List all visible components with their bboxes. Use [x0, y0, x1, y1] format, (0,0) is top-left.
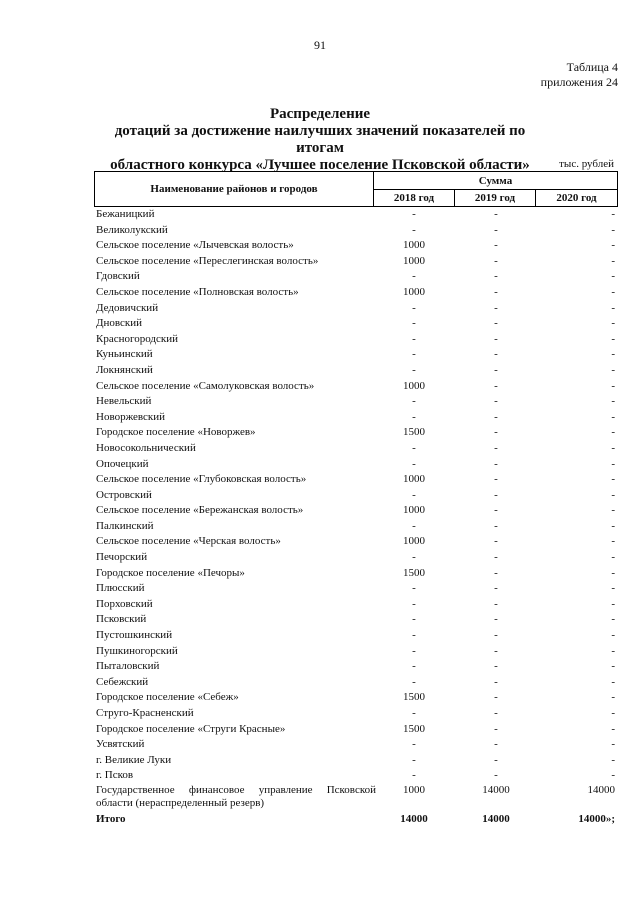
value-2018: -	[412, 410, 416, 423]
value-2020: -	[611, 254, 615, 267]
table-row	[94, 737, 618, 753]
value-2019: -	[494, 332, 498, 345]
value-2018: 1000	[403, 254, 425, 267]
row-name: Сельское поселение «Глубоковская волость»	[96, 473, 307, 486]
header-2018: 2018 год	[373, 189, 455, 207]
table-header	[94, 171, 618, 207]
table-row	[94, 534, 618, 550]
row-name: Дедовичский	[96, 301, 159, 314]
value-2018: 1500	[403, 426, 425, 439]
value-2018: -	[412, 738, 416, 751]
value-2020: -	[611, 551, 615, 564]
value-2019: -	[494, 613, 498, 626]
table-row	[94, 597, 618, 613]
table-caption	[541, 60, 618, 90]
header-2020: 2020 год	[535, 189, 618, 207]
table-row	[94, 488, 618, 504]
value-2018: 1000	[403, 473, 425, 486]
table-row	[94, 675, 618, 691]
table-row	[94, 784, 618, 812]
value-2020: -	[611, 582, 615, 595]
value-2019: -	[494, 535, 498, 548]
units-label: тыс. рублей	[559, 158, 614, 170]
row-name: Итого	[96, 812, 126, 825]
value-2018: -	[412, 363, 416, 376]
value-2020: -	[611, 488, 615, 501]
value-2018: -	[412, 208, 416, 220]
row-name: Сельское поселение «Бережанская волость»	[96, 504, 304, 517]
row-name: Сельское поселение «Самолуковская волость»	[96, 379, 315, 392]
value-2020: -	[611, 597, 615, 610]
table-row	[94, 519, 618, 535]
row-name: Новосокольнический	[96, 441, 196, 454]
value-2018: 1000	[403, 783, 425, 796]
value-2018: -	[412, 441, 416, 454]
row-name: Сельское поселение «Черская волость»	[96, 535, 281, 548]
value-2018: -	[412, 769, 416, 782]
value-2018: -	[412, 582, 416, 595]
value-2020: -	[611, 426, 615, 439]
value-2018: -	[412, 597, 416, 610]
row-name: Пустошкинский	[96, 629, 173, 642]
row-name: Псковский	[96, 613, 147, 626]
table-row	[94, 628, 618, 644]
value-2019: -	[494, 551, 498, 564]
value-2020: -	[611, 535, 615, 548]
row-name: Гдовский	[96, 270, 140, 283]
value-2018: -	[412, 270, 416, 283]
value-2018: 1500	[403, 691, 425, 704]
title-line-3: областного конкурса «Лучшее поселение Псковской области»	[110, 157, 530, 173]
row-name: Городское поселение «Струги Красные»	[96, 722, 286, 735]
caption-line-2: приложения 24	[540, 75, 618, 89]
value-2019: -	[494, 379, 498, 392]
value-2019: -	[494, 348, 498, 361]
value-2019: -	[494, 473, 498, 486]
value-2019: -	[494, 441, 498, 454]
value-2020: -	[611, 441, 615, 454]
table-row	[94, 768, 618, 784]
value-2018: -	[412, 348, 416, 361]
row-name: Сельское поселение «Полновская волость»	[96, 285, 299, 298]
value-2020: -	[611, 691, 615, 704]
value-2020: -	[611, 753, 615, 766]
value-2018: -	[412, 644, 416, 657]
row-name: Великолукский	[96, 223, 168, 236]
value-2019: -	[494, 519, 498, 532]
row-name: Островский	[96, 488, 152, 501]
table-row	[94, 269, 618, 285]
value-2020: -	[611, 348, 615, 361]
value-2018: 1000	[403, 285, 425, 298]
table-row	[94, 690, 618, 706]
table-row	[94, 566, 618, 582]
row-name: Пушкиногорский	[96, 644, 178, 657]
row-name: Новоржевский	[96, 410, 166, 423]
row-name: Городское поселение «Себеж»	[96, 691, 239, 704]
value-2019: -	[494, 753, 498, 766]
row-name: Красногородский	[96, 332, 179, 345]
value-2020: -	[611, 317, 615, 330]
value-2019: -	[494, 582, 498, 595]
value-2019: -	[494, 644, 498, 657]
table-row	[94, 659, 618, 675]
value-2020: -	[611, 675, 615, 688]
value-2020: -	[611, 395, 615, 408]
value-2019: -	[494, 208, 498, 220]
table-row	[94, 363, 618, 379]
table-row	[94, 332, 618, 348]
value-2018: -	[412, 629, 416, 642]
value-2020: -	[611, 208, 615, 220]
value-2019: -	[494, 254, 498, 267]
table-row	[94, 425, 618, 441]
title-line-2: дотаций за достижение наилучших значений показателей по итогам	[114, 123, 526, 156]
table-row	[94, 550, 618, 566]
document-title	[90, 106, 550, 174]
value-2018: 1000	[403, 504, 425, 517]
row-name: Пыталовский	[96, 660, 160, 673]
header-name-column: Наименование районов и городов	[94, 171, 374, 207]
value-2019: -	[494, 223, 498, 236]
value-2020: -	[611, 660, 615, 673]
value-2019: -	[494, 363, 498, 376]
value-2019: -	[494, 707, 498, 719]
value-2019: -	[494, 239, 498, 252]
row-name: Сельское поселение «Переслегинская волость»	[96, 254, 319, 267]
value-2020: -	[611, 379, 615, 392]
value-2019: -	[494, 488, 498, 501]
table-row	[94, 223, 618, 239]
value-2019: -	[494, 566, 498, 579]
value-2020: -	[611, 457, 615, 470]
table-row	[94, 441, 618, 457]
table-row	[94, 394, 618, 410]
value-2019: 14000	[482, 812, 510, 825]
value-2018: -	[412, 519, 416, 532]
value-2019: -	[494, 675, 498, 688]
value-2020: -	[611, 769, 615, 782]
value-2020: -	[611, 504, 615, 517]
value-2020: -	[611, 410, 615, 423]
table-row	[94, 706, 618, 722]
value-2018: -	[412, 707, 416, 719]
value-2018: -	[412, 613, 416, 626]
row-name: Струго-Красненский	[96, 707, 194, 719]
value-2018: -	[412, 223, 416, 236]
value-2019: -	[494, 660, 498, 673]
value-2019: -	[494, 738, 498, 751]
value-2018: 1000	[403, 379, 425, 392]
value-2019: -	[494, 722, 498, 735]
value-2019: -	[494, 769, 498, 782]
table-row	[94, 581, 618, 597]
value-2019: -	[494, 629, 498, 642]
value-2018: 14000	[400, 812, 428, 825]
header-2019: 2019 год	[454, 189, 536, 207]
row-name: Палкинский	[96, 519, 154, 532]
value-2018: 1000	[403, 535, 425, 548]
value-2019: 14000	[482, 783, 510, 796]
value-2019: -	[494, 426, 498, 439]
table-row	[94, 301, 618, 317]
value-2018: -	[412, 551, 416, 564]
value-2020: 14000»;	[578, 812, 615, 825]
row-name: Печорский	[96, 551, 148, 564]
total-row	[94, 812, 618, 828]
row-name: Куньинский	[96, 348, 153, 361]
table-row	[94, 238, 618, 254]
row-name: Усвятский	[96, 738, 145, 751]
table-row	[94, 347, 618, 363]
table-row	[94, 207, 618, 223]
value-2020: -	[611, 285, 615, 298]
table-row	[94, 254, 618, 270]
value-2020: -	[611, 223, 615, 236]
row-name: г. Псков	[96, 769, 134, 782]
table-row	[94, 285, 618, 301]
value-2020: -	[611, 301, 615, 314]
value-2019: -	[494, 410, 498, 423]
table-row	[94, 644, 618, 660]
value-2018: 1500	[403, 566, 425, 579]
value-2020: -	[611, 738, 615, 751]
value-2018: -	[412, 488, 416, 501]
value-2018: -	[412, 675, 416, 688]
value-2019: -	[494, 317, 498, 330]
value-2019: -	[494, 301, 498, 314]
row-name: г. Великие Луки	[96, 753, 172, 766]
title-line-1: Распределение	[269, 106, 371, 122]
row-name: Городское поселение «Печоры»	[96, 566, 245, 579]
table-row	[94, 472, 618, 488]
caption-line-1: Таблица 4	[566, 60, 618, 74]
value-2019: -	[494, 285, 498, 298]
row-name: Себежский	[96, 675, 149, 688]
value-2018: -	[412, 332, 416, 345]
table-body	[94, 207, 618, 828]
table-row	[94, 316, 618, 332]
table-row	[94, 379, 618, 395]
value-2020: -	[611, 707, 615, 719]
value-2018: -	[412, 301, 416, 314]
value-2018: -	[412, 395, 416, 408]
table-row	[94, 457, 618, 473]
value-2020: -	[611, 332, 615, 345]
value-2019: -	[494, 691, 498, 704]
row-name: Бежаницкий	[96, 208, 155, 220]
page-number: 91	[314, 38, 326, 52]
table-row	[94, 612, 618, 628]
table-row	[94, 503, 618, 519]
value-2020: 14000	[587, 783, 615, 796]
value-2020: -	[611, 363, 615, 376]
row-name: Городское поселение «Новоржев»	[96, 426, 256, 439]
value-2018: 1500	[403, 722, 425, 735]
row-name: Опочецкий	[96, 457, 149, 470]
value-2018: -	[412, 457, 416, 470]
table-row	[94, 722, 618, 738]
table-row	[94, 753, 618, 769]
value-2020: -	[611, 613, 615, 626]
value-2019: -	[494, 395, 498, 408]
value-2020: -	[611, 519, 615, 532]
value-2019: -	[494, 270, 498, 283]
value-2020: -	[611, 473, 615, 486]
value-2018: -	[412, 753, 416, 766]
value-2019: -	[494, 597, 498, 610]
value-2020: -	[611, 644, 615, 657]
row-name: Сельское поселение «Лычевская волость»	[96, 239, 294, 252]
value-2019: -	[494, 504, 498, 517]
row-name: Плюсский	[96, 582, 145, 595]
row-name: Порховский	[96, 597, 153, 610]
value-2019: -	[494, 457, 498, 470]
row-name: Государственное финансовое управление Псковской области (нераспределенный резерв)	[96, 783, 376, 809]
value-2020: -	[611, 239, 615, 252]
value-2020: -	[611, 722, 615, 735]
header-sum: Сумма	[373, 171, 618, 190]
value-2018: -	[412, 317, 416, 330]
value-2018: 1000	[403, 239, 425, 252]
value-2018: -	[412, 660, 416, 673]
row-name: Локнянский	[96, 363, 153, 376]
table-row	[94, 410, 618, 426]
value-2020: -	[611, 629, 615, 642]
value-2020: -	[611, 270, 615, 283]
row-name: Невельский	[96, 395, 152, 408]
value-2020: -	[611, 566, 615, 579]
row-name: Дновский	[96, 317, 143, 330]
